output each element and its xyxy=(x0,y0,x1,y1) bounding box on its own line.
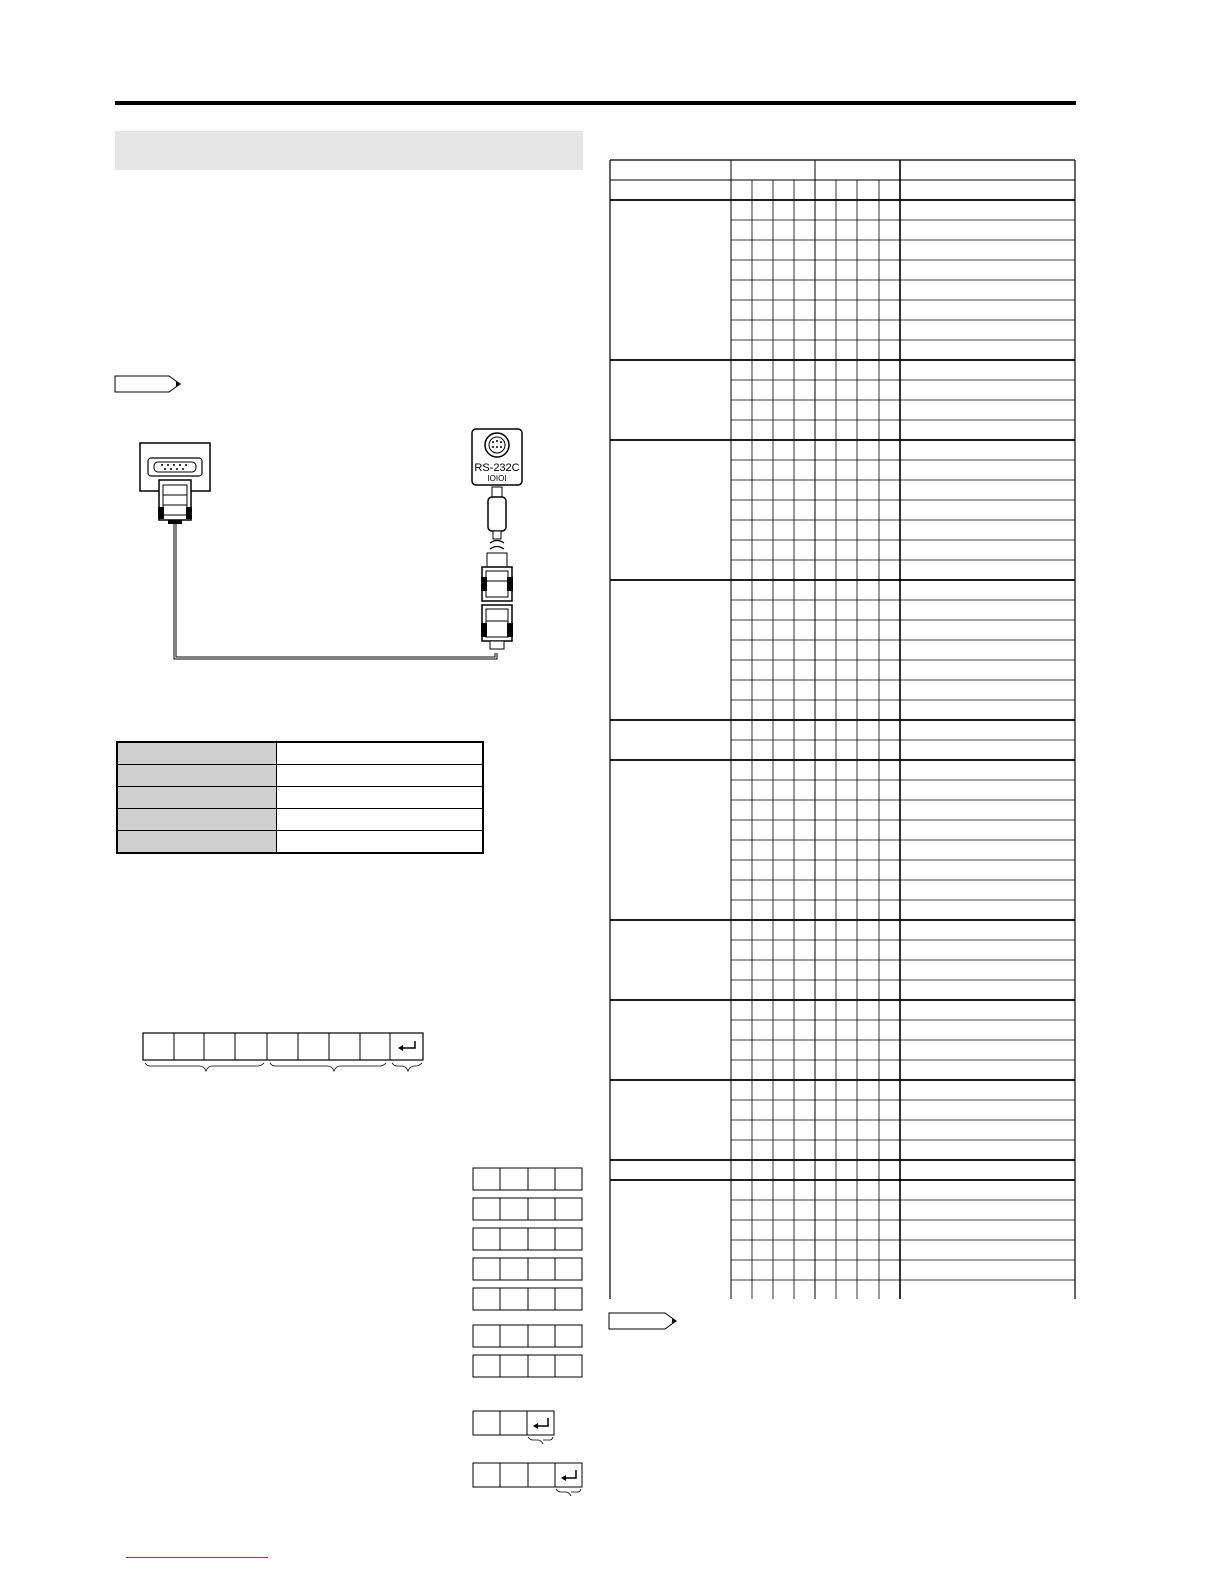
rs232c-terminal xyxy=(472,429,522,485)
command-format-diagram xyxy=(140,1030,440,1080)
table-row xyxy=(117,831,483,854)
table-row xyxy=(117,787,483,809)
header-rule xyxy=(115,101,1076,105)
computer-cable-plug xyxy=(158,480,192,524)
section-heading-bar xyxy=(115,131,583,170)
example-command-boxes xyxy=(472,1167,584,1507)
command-table xyxy=(609,159,1077,1304)
note-tag-icon xyxy=(114,375,182,393)
port-label: RS-232C xyxy=(474,462,520,474)
communication-settings-table xyxy=(116,741,484,854)
footer-link-underline xyxy=(126,1557,268,1558)
table-row xyxy=(117,765,483,787)
note-tag-icon xyxy=(608,1312,678,1330)
port-sublabel: IOIOI xyxy=(487,474,507,483)
adapter-plug xyxy=(481,553,513,649)
connection-diagram xyxy=(130,425,530,665)
mini-din-plug xyxy=(488,487,506,549)
table-row xyxy=(117,809,483,831)
table-row xyxy=(117,742,483,765)
